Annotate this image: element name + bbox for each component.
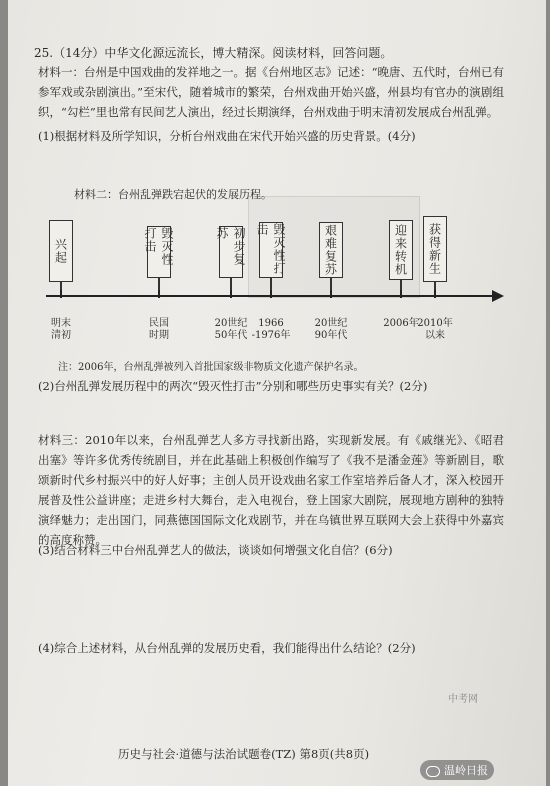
timeline-date-label: 民国 时期: [149, 318, 169, 341]
sub-question-3: (3)结合材料三中台州乱弹艺人的做法，谈谈如何增强文化自信？(6分): [38, 543, 393, 557]
exam-page: [8, 0, 546, 786]
timeline-stage-box: 毁灭性打击: [147, 226, 171, 278]
timeline-tick: [330, 290, 332, 298]
question-header: 25.（14分）中华文化源远流长，博大精深。阅读材料，回答问题。: [34, 46, 393, 60]
material-2-caption: 材料二：台州乱弹跌宕起伏的发展历程。: [74, 188, 272, 201]
timeline-stage-box: 兴起: [49, 220, 73, 282]
timeline-arrow-icon: [492, 290, 504, 302]
timeline-stage-box: 艰难复苏: [319, 222, 343, 278]
timeline-tick: [60, 290, 62, 298]
timeline-date-label: 20世纪 50年代: [214, 318, 248, 341]
wechat-watermark: [420, 760, 494, 780]
timeline-stage-box: 初步复苏: [219, 226, 243, 278]
timeline-tick: [270, 290, 272, 298]
timeline-stage-box: 迎来转机: [389, 220, 413, 280]
sub-question-4: (4)综合上述材料，从台州乱弹的发展历史看，我们能得出什么结论？(2分): [38, 641, 416, 655]
wechat-icon: [426, 766, 440, 777]
timeline-date-label: 1966 -1976年: [251, 318, 291, 341]
timeline-date-label: 2006年: [383, 318, 419, 329]
timeline-date-label: 20世纪 90年代: [314, 318, 348, 341]
material-3: 材料三：2010年以来，台州乱弹艺人多方寻找新出路，实现新发展。有《戚继光》、《昭君出塞》等许多优秀传统剧目，并在此基础上积极创作编写了《我不是潘金莲》等新剧目，歌颂新时代乡村振兴中的好人好事；主创人员开设戏曲名家工作室培养后备人才，深入校园开展普及性公益讲座；走进乡村大舞台，走入电视台，登上国家大剧院，展现地方剧种的独特演绎魅力；走出国门，同燕德国国际文化戏剧节，并在乌镇世界互联网大会上获得中外嘉宾的高度称赞。: [38, 433, 504, 547]
timeline-note: 注：2006年，台州乱弹被列入首批国家级非物质文化遗产保护名录。: [58, 362, 364, 373]
timeline-stage-box: 毁灭性打击: [259, 222, 283, 278]
sub-question-1: (1)根据材料及所学知识，分析台州戏曲在宋代开始兴盛的历史背景。(4分): [38, 129, 416, 143]
timeline-tick: [434, 290, 436, 298]
timeline-tick: [230, 290, 232, 298]
timeline-date-label: 2010年 以来: [417, 318, 453, 341]
timeline-date-label: 明末 清初: [51, 318, 71, 341]
timeline-stage-box: 获得新生: [423, 216, 447, 282]
site-watermark: 中考网: [448, 694, 478, 705]
timeline-tick: [400, 290, 402, 298]
material-1: 材料一：台州是中国戏曲的发祥地之一。据《台州地区志》记述：“晚唐、五代时，台州已有参军戏或杂剧演出。”至宋代，随着城市的繁荣，台州戏曲开始兴盛，州县均有官办的演剧组织，“勾栏”里也常有民间艺人演出，经过长期演绎，台州戏曲于明末清初发展成台州乱弹。: [38, 65, 504, 119]
timeline-tick: [158, 290, 160, 298]
wechat-account-name: 温岭日报: [444, 764, 488, 777]
sub-question-2: (2)台州乱弹发展历程中的两次“毁灭性打击”分别和哪些历史事实有关？(2分): [38, 379, 428, 393]
page-footer: 历史与社会·道德与法治试题卷(TZ) 第8页(共8页): [118, 747, 370, 761]
